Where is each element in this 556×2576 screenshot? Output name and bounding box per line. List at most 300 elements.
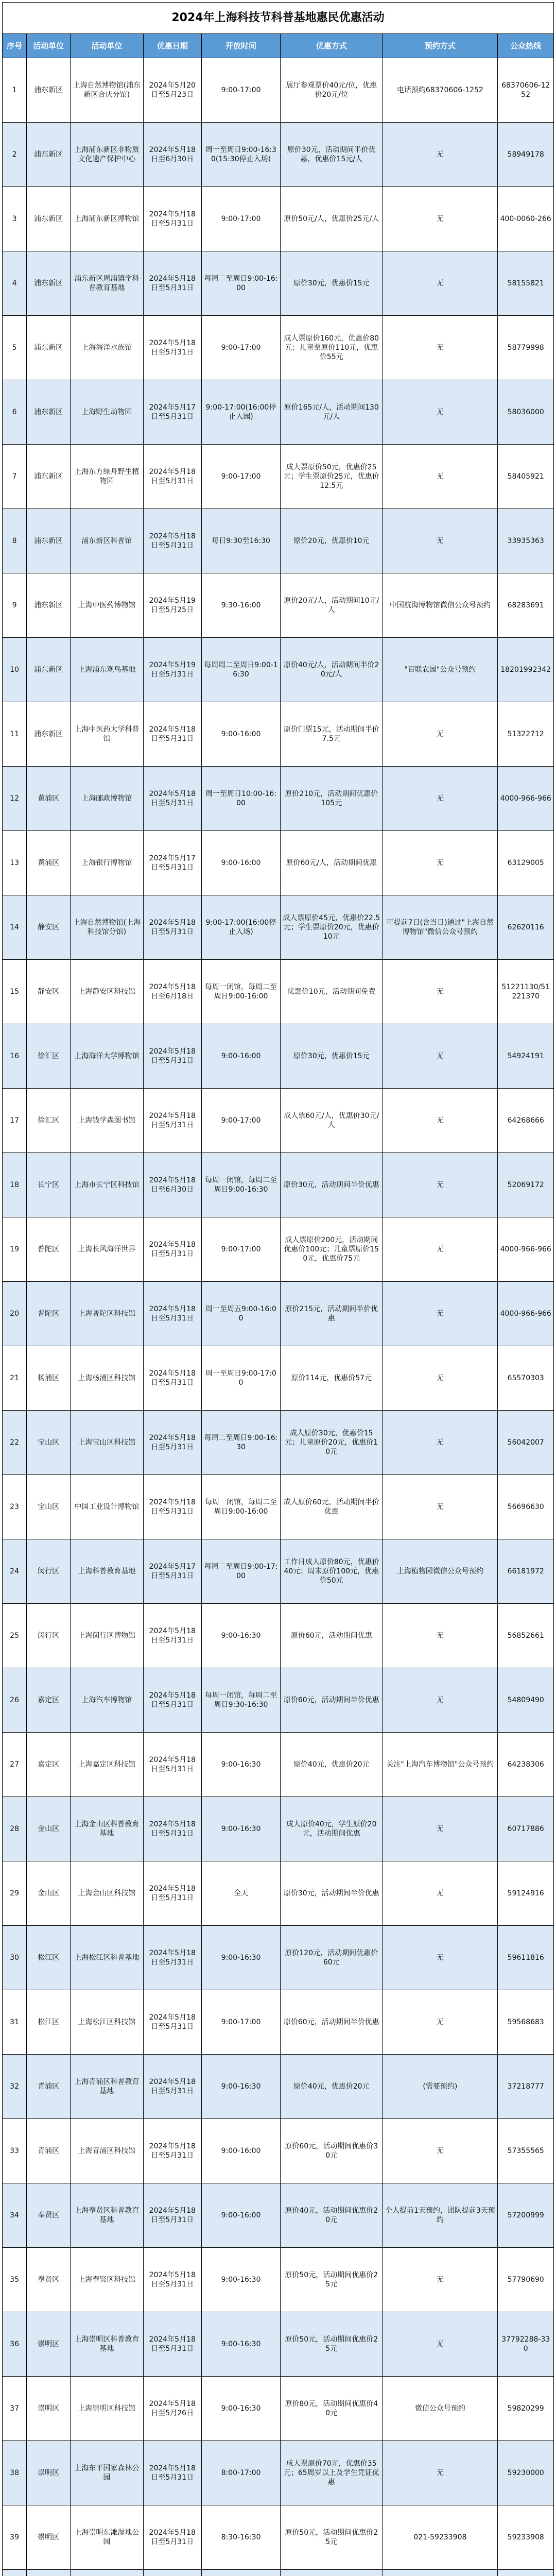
- cell-district: 静安区: [27, 960, 71, 1024]
- table-row: [3, 2570, 554, 2576]
- cell-no: 37: [3, 2377, 27, 2441]
- table-header-row: [3, 34, 554, 58]
- cell-booking: (需要预约): [383, 2055, 498, 2119]
- cell-dates: 2024年5月18日至5月31日: [143, 1668, 201, 1733]
- cell-no: 7: [3, 445, 27, 509]
- cell-phone: 66181972: [498, 1539, 554, 1604]
- header-hours: 开放时间: [201, 34, 280, 58]
- cell-offer: 工作日成人原价80元，优惠价40元；周末原价100元，优惠价50元: [281, 1539, 383, 1604]
- cell-district: 浦东新区: [27, 638, 71, 702]
- cell-phone: 56852661: [498, 1604, 554, 1668]
- cell-phone: 57355565: [498, 2119, 554, 2183]
- cell-hours: 9:00-16:30: [201, 1733, 280, 1797]
- cell-phone: 64238306: [498, 1733, 554, 1797]
- cell-hours: 9:00-16:30: [201, 1604, 280, 1668]
- table-row: [3, 380, 554, 445]
- cell-booking: 无: [383, 1089, 498, 1153]
- cell-unit: 上海崇明东滩湿地公园: [71, 2505, 144, 2570]
- cell-offer: 原价80元，活动期间优惠价40元: [281, 2377, 383, 2441]
- cell-phone: 58779998: [498, 316, 554, 380]
- cell-booking: 无: [383, 767, 498, 831]
- table-row: [3, 1797, 554, 1861]
- table-row: [3, 1926, 554, 1990]
- cell-unit: 上海野生动物园: [71, 380, 144, 445]
- cell-phone: 68370606-1252: [498, 58, 554, 123]
- cell-phone: 18201992342: [498, 638, 554, 702]
- cell-unit: 上海松江区科技馆: [71, 1990, 144, 2055]
- cell-hours: 每周二至周日9:00-16:00: [201, 251, 280, 316]
- cell-no: 14: [3, 895, 27, 960]
- cell-unit: 上海静安区科技馆: [71, 960, 144, 1024]
- cell-offer: 原价40元，优惠价20元: [281, 2055, 383, 2119]
- cell-phone: 59233908: [498, 2505, 554, 2570]
- cell-district: 普陀区: [27, 1282, 71, 1346]
- cell-dates: 2024年5月18日至5月31日: [143, 1089, 201, 1153]
- cell-district: 浦东新区: [27, 58, 71, 123]
- cell-no: 4: [3, 251, 27, 316]
- cell-booking: 无: [383, 1153, 498, 1217]
- table-row: [3, 1539, 554, 1604]
- cell-phone: 51221130/51221370: [498, 960, 554, 1024]
- cell-no: 15: [3, 960, 27, 1024]
- cell-no: 20: [3, 1282, 27, 1346]
- table-row: [3, 573, 554, 638]
- cell-hours: 周一至周日10:00-16:00: [201, 767, 280, 831]
- cell-dates: 2024年5月18日至5月31日: [143, 1346, 201, 1411]
- cell-unit: 上海汽车博物馆: [71, 1668, 144, 1733]
- table-row: [3, 1089, 554, 1153]
- cell-district: 嘉定区: [27, 1733, 71, 1797]
- cell-phone: 57790690: [498, 2248, 554, 2312]
- document-title: 2024年上海科技节科普基地惠民优惠活动: [2, 2, 554, 33]
- cell-district: 崇明区: [27, 2377, 71, 2441]
- cell-offer: 原价50元，活动期间优惠价25元: [281, 2312, 383, 2377]
- cell-dates: 2024年5月18日至5月31日: [143, 509, 201, 573]
- cell-phone: 54809490: [498, 1668, 554, 1733]
- cell-phone: 59230000: [498, 2441, 554, 2505]
- cell-phone: 59124916: [498, 1861, 554, 1926]
- cell-no: 31: [3, 1990, 27, 2055]
- cell-unit: 上海浦东新区博物馆: [71, 187, 144, 251]
- cell-booking: 无: [383, 1861, 498, 1926]
- cell-offer: 原价60元，活动期间半价优惠: [281, 1990, 383, 2055]
- cell-offer: 原价40元，活动期间优惠价20元: [281, 2183, 383, 2248]
- cell-booking: 无: [383, 831, 498, 895]
- table-row: [3, 1604, 554, 1668]
- cell-hours: 全天: [201, 1861, 280, 1926]
- table-row: [3, 2505, 554, 2570]
- table-row: [3, 895, 554, 960]
- cell-booking: 无: [383, 509, 498, 573]
- cell-dates: 2024年5月18日至5月31日: [143, 1411, 201, 1475]
- cell-unit: 上海闵行区博物馆: [71, 1604, 144, 1668]
- cell-dates: 2024年5月18日至5月31日: [143, 1926, 201, 1990]
- cell-unit: 上海海洋水族馆: [71, 316, 144, 380]
- cell-dates: 2024年5月18日至5月31日: [143, 2312, 201, 2377]
- cell-offer: 原价210元，活动期间优惠价105元: [281, 767, 383, 831]
- cell-dates: 2024年5月18日至5月26日: [143, 2377, 201, 2441]
- cell-hours: 9:00-16:30: [201, 2055, 280, 2119]
- cell-no: 22: [3, 1411, 27, 1475]
- cell-no: 11: [3, 702, 27, 767]
- cell-dates: 2024年5月17日至5月31日: [143, 380, 201, 445]
- cell-hours: 9:00-16:00: [201, 2119, 280, 2183]
- cell-unit: 上海海洋大学博物馆: [71, 1024, 144, 1089]
- table-row: [3, 2441, 554, 2505]
- cell-district: 崇明区: [27, 2441, 71, 2505]
- cell-dates: 2024年5月18日至5月31日: [143, 1797, 201, 1861]
- cell-dates: 2024年5月18日至5月31日: [143, 2055, 201, 2119]
- table-row: [3, 831, 554, 895]
- cell-unit: 上海东方绿舟野生植物园: [71, 445, 144, 509]
- cell-phone: 65570303: [498, 1346, 554, 1411]
- table-row: [3, 316, 554, 380]
- cell-dates: [143, 2570, 201, 2576]
- cell-district: 奉贤区: [27, 2183, 71, 2248]
- cell-dates: 2024年5月19日至5月25日: [143, 573, 201, 638]
- cell-phone: 58405921: [498, 445, 554, 509]
- cell-dates: 2024年5月18日至5月31日: [143, 2119, 201, 2183]
- cell-phone: 37218777: [498, 2055, 554, 2119]
- cell-district: 金山区: [27, 1861, 71, 1926]
- header-phone: 公众热线: [498, 34, 554, 58]
- cell-district: 宝山区: [27, 1475, 71, 1539]
- cell-dates: 2024年5月18日至6月30日: [143, 123, 201, 187]
- cell-no: 5: [3, 316, 27, 380]
- cell-booking: "百联农园"公众号预约: [383, 638, 498, 702]
- cell-unit: 浦东新区周浦镇学科普教育基地: [71, 251, 144, 316]
- cell-unit: 中国工业设计博物馆: [71, 1475, 144, 1539]
- cell-hours: 9:00-16:30: [201, 2377, 280, 2441]
- cell-offer: [281, 2570, 383, 2576]
- table-row: [3, 1668, 554, 1733]
- cell-dates: 2024年5月18日至5月31日: [143, 251, 201, 316]
- cell-offer: 原价30元，优惠价15元: [281, 1024, 383, 1089]
- cell-no: 27: [3, 1733, 27, 1797]
- cell-booking: 微信公众号预约: [383, 2377, 498, 2441]
- cell-hours: 9:00-17:00: [201, 1217, 280, 1282]
- cell-offer: 原价60元，活动期间半价优惠: [281, 1668, 383, 1733]
- cell-dates: 2024年5月18日至5月31日: [143, 316, 201, 380]
- cell-booking: 无: [383, 1346, 498, 1411]
- cell-unit: 上海中医药博物馆: [71, 573, 144, 638]
- table-row: [3, 767, 554, 831]
- cell-hours: 周一至周日9:00-17:00: [201, 1346, 280, 1411]
- cell-unit: 上海青浦区科技馆: [71, 2119, 144, 2183]
- cell-no: 18: [3, 1153, 27, 1217]
- cell-offer: 成人原价60元，活动期间半价优惠: [281, 1475, 383, 1539]
- cell-hours: 9:30-16:00: [201, 573, 280, 638]
- cell-booking: 无: [383, 2441, 498, 2505]
- cell-offer: 原价50元，活动期间优惠价25元: [281, 2248, 383, 2312]
- cell-unit: 上海奉贤区科技馆: [71, 2248, 144, 2312]
- header-district: 活动单位: [27, 34, 71, 58]
- cell-dates: 2024年5月18日至6月18日: [143, 960, 201, 1024]
- cell-hours: 周一至周日9:00-16:30(15:30停止入场): [201, 123, 280, 187]
- cell-offer: 成人票原价50元，优惠价25元；学生票原价25元，优惠价12.5元: [281, 445, 383, 509]
- cell-unit: 上海宝山区科技馆: [71, 1411, 144, 1475]
- cell-hours: [201, 2570, 280, 2576]
- cell-unit: 上海松江区科普基地: [71, 1926, 144, 1990]
- table-row: [3, 251, 554, 316]
- cell-hours: 9:00-17:00(16:00停止入园): [201, 380, 280, 445]
- cell-phone: 64268666: [498, 1089, 554, 1153]
- cell-offer: 原价120元，活动期间优惠价60元: [281, 1926, 383, 1990]
- table-row: [3, 1153, 554, 1217]
- cell-unit: 浦东新区科普馆: [71, 509, 144, 573]
- cell-hours: 8:30-16:30: [201, 2505, 280, 2570]
- cell-offer: 原价30元，优惠价15元: [281, 251, 383, 316]
- table-row: [3, 702, 554, 767]
- cell-offer: 成人原价40元，学生原价20元，活动期间优惠: [281, 1797, 383, 1861]
- cell-dates: 2024年5月18日至5月31日: [143, 1024, 201, 1089]
- cell-no: 3: [3, 187, 27, 251]
- cell-district: 奉贤区: [27, 2248, 71, 2312]
- cell-district: 浦东新区: [27, 509, 71, 573]
- cell-unit: 上海青浦区科普教育基地: [71, 2055, 144, 2119]
- cell-booking: 无: [383, 123, 498, 187]
- cell-unit: 上海市长宁区科技馆: [71, 1153, 144, 1217]
- cell-booking: 无: [383, 380, 498, 445]
- cell-phone: 54924191: [498, 1024, 554, 1089]
- table-row: [3, 960, 554, 1024]
- cell-district: 杨浦区: [27, 1346, 71, 1411]
- cell-no: 16: [3, 1024, 27, 1089]
- cell-unit: 上海普陀区科技馆: [71, 1282, 144, 1346]
- cell-phone: 4000-966-966: [498, 767, 554, 831]
- cell-offer: 原价114元，优惠价57元: [281, 1346, 383, 1411]
- cell-offer: 成人票原价45元，优惠价22.5元；学生票原价20元，优惠价10元: [281, 895, 383, 960]
- cell-booking: 无: [383, 702, 498, 767]
- cell-booking: 无: [383, 2248, 498, 2312]
- cell-booking: 无: [383, 1797, 498, 1861]
- cell-district: 徐汇区: [27, 1024, 71, 1089]
- cell-offer: 成人票60元/人，优惠价30元/人: [281, 1089, 383, 1153]
- cell-district: 黄浦区: [27, 831, 71, 895]
- table-body: [3, 58, 554, 2576]
- cell-phone: 68283691: [498, 573, 554, 638]
- cell-phone: 4000-966-966: [498, 1217, 554, 1282]
- cell-district: 浦东新区: [27, 380, 71, 445]
- table-row: [3, 1282, 554, 1346]
- cell-booking: 无: [383, 1217, 498, 1282]
- table-row: [3, 1217, 554, 1282]
- cell-phone: 52069172: [498, 1153, 554, 1217]
- offers-table: [2, 33, 554, 2576]
- cell-booking: 电话预约68370606-1252: [383, 58, 498, 123]
- cell-district: 黄浦区: [27, 767, 71, 831]
- cell-offer: 原价215元，活动期间半价优惠: [281, 1282, 383, 1346]
- table-row: [3, 1733, 554, 1797]
- cell-phone: 57200999: [498, 2183, 554, 2248]
- cell-no: [3, 2570, 27, 2576]
- cell-no: 33: [3, 2119, 27, 2183]
- cell-district: 松江区: [27, 1926, 71, 1990]
- cell-phone: 58155821: [498, 251, 554, 316]
- cell-phone: 59820299: [498, 2377, 554, 2441]
- cell-district: 青浦区: [27, 2119, 71, 2183]
- table-row: [3, 509, 554, 573]
- cell-offer: 原价30元，活动期间半价优惠: [281, 1153, 383, 1217]
- cell-no: 6: [3, 380, 27, 445]
- cell-district: 闵行区: [27, 1539, 71, 1604]
- cell-hours: 每周二至周日9:00-17:00: [201, 1539, 280, 1604]
- cell-dates: 2024年5月18日至5月31日: [143, 445, 201, 509]
- cell-dates: 2024年5月19日至5月31日: [143, 638, 201, 702]
- header-booking: 预约方式: [383, 34, 498, 58]
- table-row: [3, 123, 554, 187]
- cell-no: 26: [3, 1668, 27, 1733]
- cell-dates: 2024年5月18日至6月30日: [143, 1153, 201, 1217]
- cell-hours: 9:00-16:00: [201, 1024, 280, 1089]
- cell-no: 32: [3, 2055, 27, 2119]
- cell-booking: 无: [383, 1990, 498, 2055]
- cell-no: 34: [3, 2183, 27, 2248]
- header-offer: 优惠方式: [281, 34, 383, 58]
- cell-dates: 2024年5月18日至5月31日: [143, 2248, 201, 2312]
- cell-offer: 原价60元，活动期间优惠: [281, 1604, 383, 1668]
- cell-phone: 62620116: [498, 895, 554, 960]
- cell-hours: 9:00-17:00: [201, 58, 280, 123]
- cell-unit: 上海自然博物馆(浦东新区合庆分馆): [71, 58, 144, 123]
- cell-district: 崇明区: [27, 2312, 71, 2377]
- cell-booking: 无: [383, 1475, 498, 1539]
- cell-unit: 上海崇明区科普教育基地: [71, 2312, 144, 2377]
- cell-no: 9: [3, 573, 27, 638]
- cell-unit: 上海奉贤区科普教育基地: [71, 2183, 144, 2248]
- cell-hours: 每周一闭馆，每周二至周日9:30-16:30: [201, 1668, 280, 1733]
- cell-offer: 原价20元，优惠价10元: [281, 509, 383, 573]
- cell-district: 金山区: [27, 1797, 71, 1861]
- cell-dates: 2024年5月18日至5月31日: [143, 1990, 201, 2055]
- table-row: [3, 2377, 554, 2441]
- cell-booking: 无: [383, 1668, 498, 1733]
- cell-booking: 上海植物园微信公众号预约: [383, 1539, 498, 1604]
- cell-offer: 展厅参观票价40元/位，优惠价20元/位: [281, 58, 383, 123]
- cell-phone: 33935363: [498, 509, 554, 573]
- table-row: [3, 638, 554, 702]
- table-row: [3, 1346, 554, 1411]
- cell-hours: 9:00-16:30: [201, 2248, 280, 2312]
- cell-unit: 上海东平国家森林公园: [71, 2441, 144, 2505]
- cell-offer: 原价60元/人，活动期间优惠: [281, 831, 383, 895]
- cell-offer: 成人票原价70元，优惠价35元；65周岁以上及学生凭证优惠: [281, 2441, 383, 2505]
- cell-hours: 每日9:30至16:30: [201, 509, 280, 573]
- cell-no: 17: [3, 1089, 27, 1153]
- cell-offer: 原价30元，活动期间半价优惠: [281, 1861, 383, 1926]
- cell-hours: 9:00-16:00: [201, 2183, 280, 2248]
- cell-booking: 无: [383, 2119, 498, 2183]
- cell-district: 崇明区: [27, 2505, 71, 2570]
- cell-unit: 上海金山区科技馆: [71, 1861, 144, 1926]
- cell-district: 嘉定区: [27, 1668, 71, 1733]
- cell-district: 浦东新区: [27, 573, 71, 638]
- cell-no: 29: [3, 1861, 27, 1926]
- cell-no: 21: [3, 1346, 27, 1411]
- cell-hours: 每周一闭馆，每周二至周日9:00-16:00: [201, 960, 280, 1024]
- cell-phone: 4000-966-966: [498, 1282, 554, 1346]
- cell-phone: 59611816: [498, 1926, 554, 1990]
- table-row: [3, 2248, 554, 2312]
- cell-booking: [383, 2570, 498, 2576]
- cell-district: 浦东新区: [27, 445, 71, 509]
- table-row: [3, 2183, 554, 2248]
- cell-hours: 9:00-16:30: [201, 1797, 280, 1861]
- cell-booking: 无: [383, 1024, 498, 1089]
- cell-offer: 成人票原价160元，优惠价80元；儿童票原价110元，优惠价55元: [281, 316, 383, 380]
- cell-no: 12: [3, 767, 27, 831]
- cell-dates: 2024年5月17日至5月31日: [143, 1539, 201, 1604]
- cell-no: 2: [3, 123, 27, 187]
- cell-no: 10: [3, 638, 27, 702]
- cell-no: 39: [3, 2505, 27, 2570]
- cell-unit: 上海杨浦区科技馆: [71, 1346, 144, 1411]
- cell-unit: [71, 2570, 144, 2576]
- cell-hours: 每周周二至周日9:00-16:30: [201, 638, 280, 702]
- table-row: [3, 1411, 554, 1475]
- cell-hours: 9:00-16:00: [201, 831, 280, 895]
- table-row: [3, 1990, 554, 2055]
- cell-phone: 60717886: [498, 1797, 554, 1861]
- cell-unit: 上海崇明区科技馆: [71, 2377, 144, 2441]
- cell-dates: 2024年5月18日至5月31日: [143, 2505, 201, 2570]
- cell-no: 30: [3, 1926, 27, 1990]
- cell-no: 23: [3, 1475, 27, 1539]
- cell-hours: 9:00-16:30: [201, 2312, 280, 2377]
- cell-hours: 9:00-17:00: [201, 1990, 280, 2055]
- table-row: [3, 2119, 554, 2183]
- cell-dates: 2024年5月18日至5月31日: [143, 1282, 201, 1346]
- cell-dates: 2024年5月18日至5月31日: [143, 895, 201, 960]
- cell-unit: 上海浦东新区非物质文化遗产保护中心: [71, 123, 144, 187]
- cell-booking: 个人提前1天预约，团队提前3天预约: [383, 2183, 498, 2248]
- cell-hours: 9:00-17:00: [201, 1089, 280, 1153]
- table-row: [3, 1861, 554, 1926]
- table-row: [3, 2312, 554, 2377]
- table-row: [3, 1024, 554, 1089]
- cell-booking: 021-59233908: [383, 2505, 498, 2570]
- cell-district: 闵行区: [27, 1604, 71, 1668]
- cell-district: 松江区: [27, 1990, 71, 2055]
- cell-no: 36: [3, 2312, 27, 2377]
- cell-offer: 成人原价30元，优惠价15元；儿童原价20元，优惠价10元: [281, 1411, 383, 1475]
- cell-phone: 37792288-330: [498, 2312, 554, 2377]
- cell-hours: 8:00-17:00: [201, 2441, 280, 2505]
- cell-district: 浦东新区: [27, 702, 71, 767]
- cell-booking: 中国航海博物馆微信公众号预约: [383, 573, 498, 638]
- cell-district: 长宁区: [27, 1153, 71, 1217]
- cell-booking: 无: [383, 187, 498, 251]
- cell-booking: 无: [383, 1411, 498, 1475]
- header-unit: 活动单位: [71, 34, 144, 58]
- cell-dates: 2024年5月17日至5月31日: [143, 831, 201, 895]
- cell-offer: 原价30元，活动期间半价优惠，优惠价15元/人: [281, 123, 383, 187]
- cell-unit: 上海金山区科普教育基地: [71, 1797, 144, 1861]
- cell-booking: 无: [383, 960, 498, 1024]
- table-row: [3, 2055, 554, 2119]
- cell-no: 1: [3, 58, 27, 123]
- cell-booking: 无: [383, 1926, 498, 1990]
- cell-dates: 2024年5月18日至5月31日: [143, 767, 201, 831]
- cell-booking: 无: [383, 1282, 498, 1346]
- cell-hours: 9:00-17:00: [201, 187, 280, 251]
- cell-dates: 2024年5月18日至5月31日: [143, 1733, 201, 1797]
- cell-offer: 成人票原价200元，活动期间优惠价100元；儿童票原价150元，优惠价75元: [281, 1217, 383, 1282]
- header-no: 序号: [3, 34, 27, 58]
- cell-no: 38: [3, 2441, 27, 2505]
- cell-phone: 56696630: [498, 1475, 554, 1539]
- cell-dates: 2024年5月18日至5月31日: [143, 2441, 201, 2505]
